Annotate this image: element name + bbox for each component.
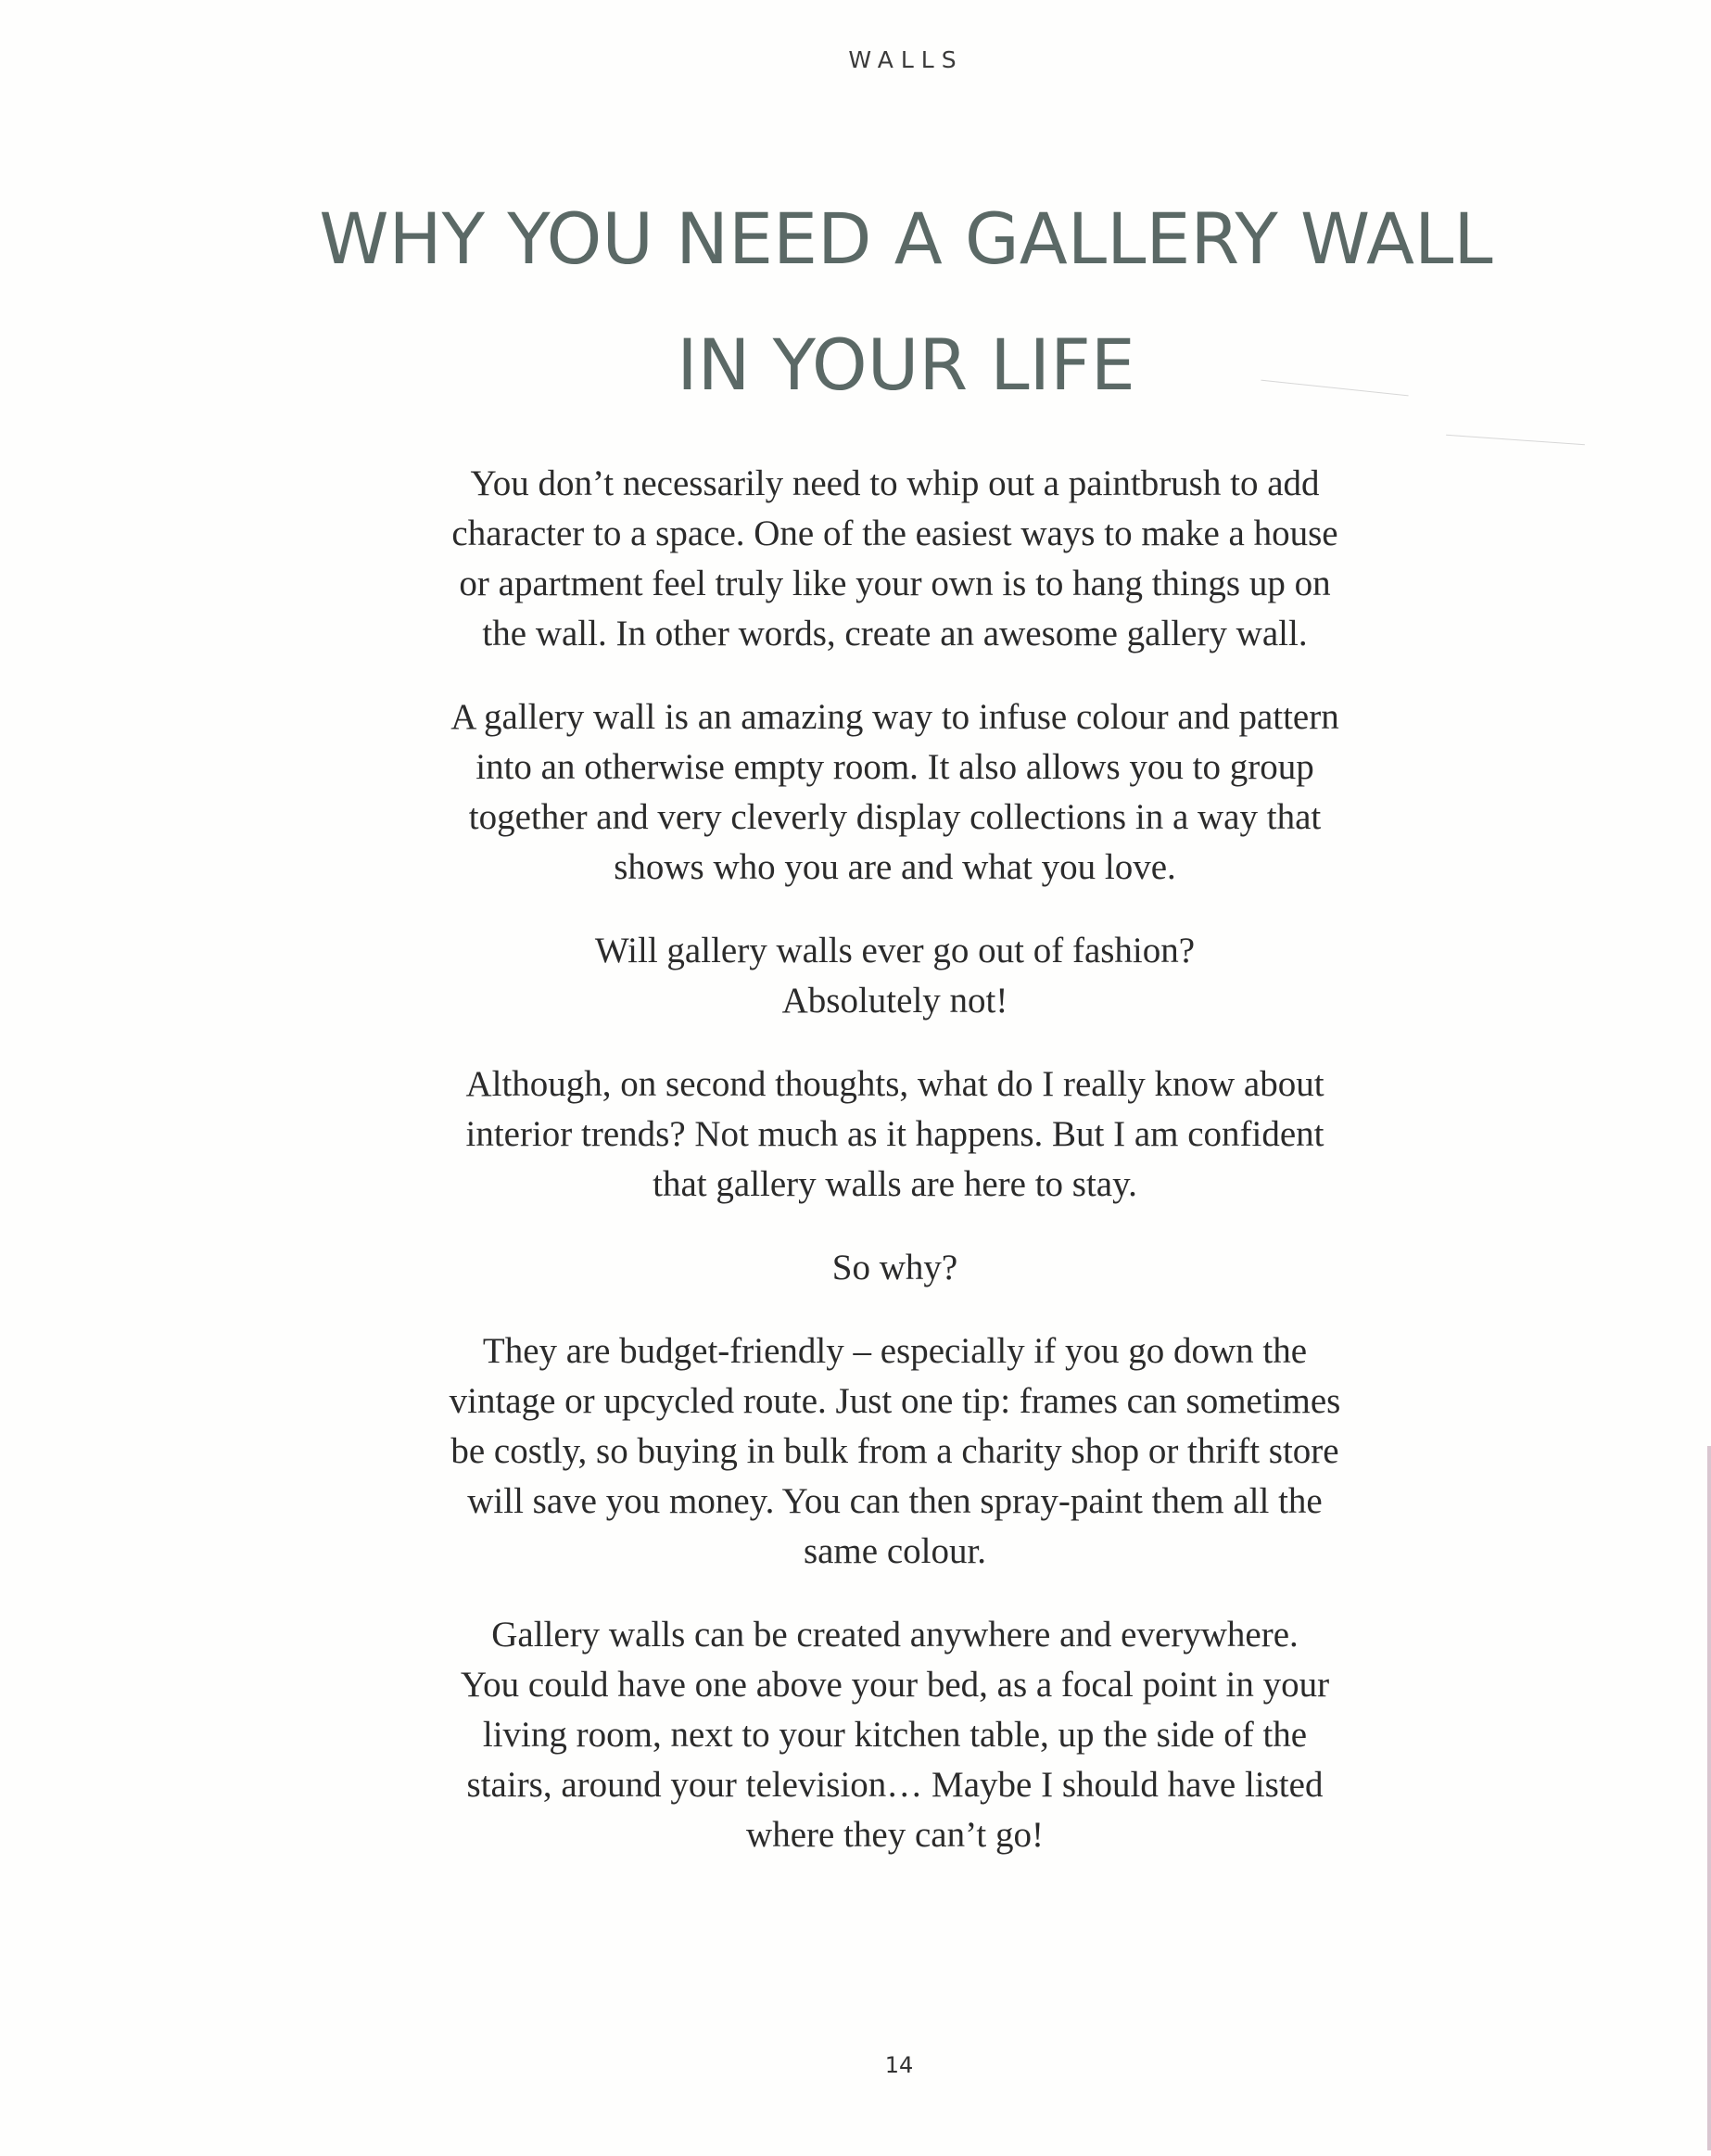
text-line: vintage or upcycled route. Just one tip: frames can sometimes: [449, 1381, 1341, 1421]
text-line: the wall. In other words, create an awesome gallery wall.: [482, 614, 1308, 653]
text-line: Absolutely not!: [781, 981, 1008, 1021]
text-line: into an otherwise empty room. It also allows you to group: [475, 747, 1314, 787]
text-line: will save you money. You can then spray-paint them all the: [467, 1481, 1323, 1521]
text-line: character to a space. One of the easiest ways to make a house: [451, 514, 1338, 553]
text-line: A gallery wall is an amazing way to infuse colour and pattern: [450, 697, 1339, 737]
paragraph: [378, 926, 1412, 1026]
text-line: where they can’t go!: [746, 1815, 1044, 1855]
text-line: Gallery walls can be created anywhere and everywhere.: [491, 1615, 1299, 1655]
text-line: Although, on second thoughts, what do I really know about: [465, 1064, 1324, 1104]
text-line: They are budget-friendly – especially if you go down the: [482, 1331, 1308, 1371]
text-line: shows who you are and what you love.: [614, 847, 1176, 887]
text-line: be costly, so buying in bulk from a charity shop or thrift store: [450, 1431, 1339, 1471]
page-number: 14: [884, 2052, 914, 2078]
paragraph: [378, 1243, 1412, 1293]
text-line: interior trends? Not much as it happens. But I am confident: [465, 1114, 1324, 1154]
text-line: together and very cleverly display collections in a way that: [468, 797, 1322, 837]
text-line: So why?: [831, 1248, 958, 1287]
text-line: You could have one above your bed, as a focal point in your: [460, 1665, 1330, 1705]
text-line: living room, next to your kitchen table, up the side of the: [482, 1715, 1308, 1755]
scan-artifact-line: [1446, 435, 1585, 445]
paragraph: [378, 1059, 1412, 1210]
text-line: same colour.: [803, 1531, 987, 1571]
paragraph: [378, 1610, 1412, 1860]
title-line: IN YOUR LIFE: [677, 323, 1135, 406]
paragraph: [378, 1326, 1412, 1577]
running-head: WALLS: [848, 46, 964, 73]
body-text: [378, 459, 1412, 1894]
page-edge-shadow: [1707, 1446, 1711, 2150]
text-line: or apartment feel truly like your own is to hang things up on: [459, 564, 1331, 603]
paragraph: [378, 692, 1412, 893]
title-line: WHY YOU NEED A GALLERY WALL: [319, 197, 1493, 280]
text-line: that gallery walls are here to stay.: [653, 1164, 1137, 1204]
paragraph: [378, 459, 1412, 659]
text-line: Will gallery walls ever go out of fashion?: [594, 931, 1196, 970]
text-line: stairs, around your television… Maybe I should have listed: [466, 1765, 1324, 1805]
text-line: You don’t necessarily need to whip out a paintbrush to add: [470, 463, 1320, 503]
page-title: [213, 176, 1599, 428]
